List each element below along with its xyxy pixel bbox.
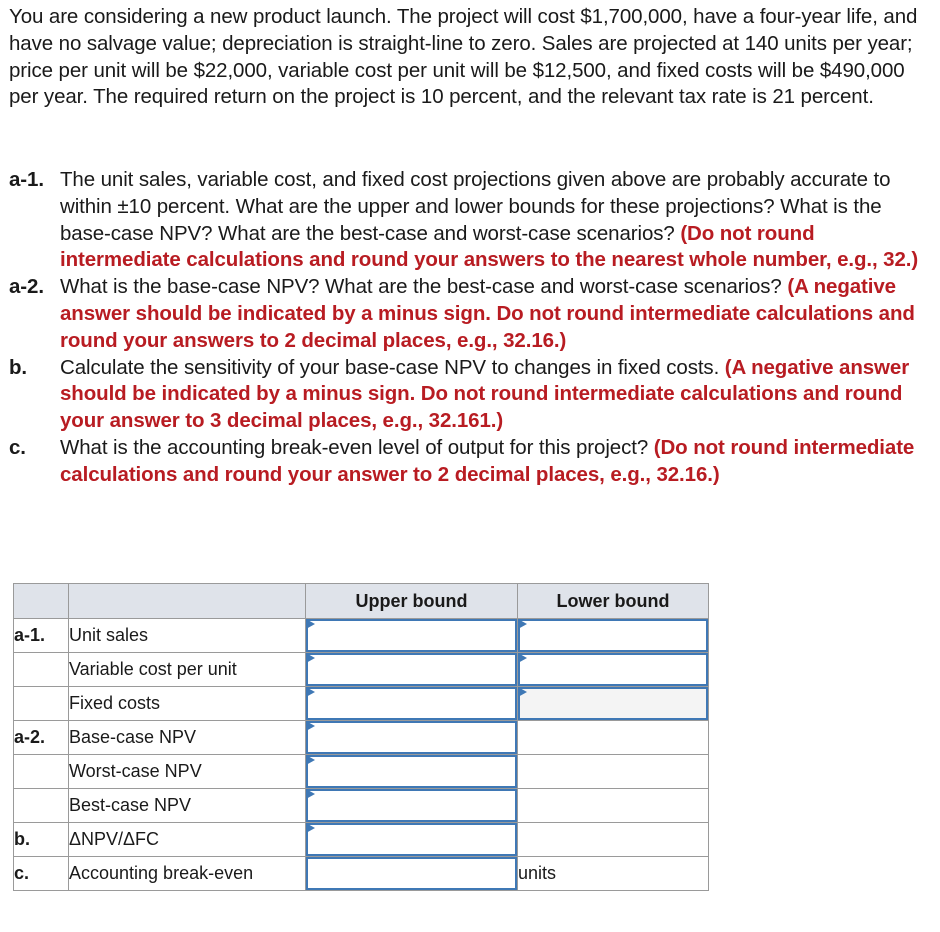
row-label: Unit sales [69,619,306,653]
question-note: (Do not round intermediate calculations and round your answer to 2 decimal places, e.g., 32.16.) [60,435,915,486]
question-list [9,167,934,489]
fixed-costs-lower-input[interactable] [518,687,709,721]
question-c [9,435,934,489]
question-note: (Do not round intermediate calculations and round your answers to the nearest whole number, e.g., 32.) [60,221,919,272]
empty-cell [518,823,709,857]
input-marker-icon [306,687,315,697]
variable-cost-lower-input[interactable] [518,653,709,687]
question-text: What is the base-case NPV? What are the best-case and worst-case scenarios? (A negative answer should be indicated by a minus sign. Do not round intermediate calculations and round your answers to 2 decimal places, e.g., 32.16.) [60,275,915,352]
answer-table [13,583,709,891]
header-lower-bound: Lower bound [518,584,709,619]
row-section: a-2. [14,721,69,755]
npv-sensitivity-input[interactable] [306,823,518,857]
table-header-row [14,584,709,619]
row-section [14,653,69,687]
question-label: a-1. [9,168,44,191]
input-marker-icon [518,619,527,629]
table-row [14,653,709,687]
table-row [14,687,709,721]
header-blank [69,584,306,619]
base-case-npv-input[interactable] [306,721,518,755]
best-case-npv-input[interactable] [306,789,518,823]
question-text: Calculate the sensitivity of your base-case NPV to changes in fixed costs. (A negative answer should be indicated by a minus sign. Do not round intermediate calculations and round your answer to 3 decimal places, e.g., 32.161.) [60,355,910,433]
table-row [14,755,709,789]
unit-sales-upper-input[interactable] [306,619,518,653]
question-note: (A negative answer should be indicated by a minus sign. Do not round intermediate calculations and round your answer to 3 decimal places, e.g., 32.161.) [60,355,910,433]
table-row [14,857,709,891]
accounting-break-even-input[interactable] [306,857,518,891]
empty-cell [518,755,709,789]
input-marker-icon [306,823,315,833]
variable-cost-upper-input[interactable] [306,653,518,687]
problem-statement: You are considering a new product launch. The project will cost $1,700,000, have a four-year life, and have no salvage value; depreciation is straight-line to zero. Sales are projected at 140 units per year; price per unit will be $22,000, variable cost per unit will be $12,500, and fixed costs will be $490,000 per year. The required return on the project is 10 percent, and the relevant tax rate is 21 percent. [9,5,918,109]
table-row [14,789,709,823]
worst-case-npv-input[interactable] [306,755,518,789]
input-marker-icon [518,653,527,663]
input-marker-icon [306,721,315,731]
empty-cell [518,789,709,823]
question-a1 [9,167,934,274]
table-row [14,619,709,653]
unit-sales-lower-input[interactable] [518,619,709,653]
question-a2 [9,274,934,354]
table-row [14,721,709,755]
units-label: units [518,857,709,891]
input-marker-icon [518,687,527,697]
header-upper-bound: Upper bound [306,584,518,619]
row-label: Worst-case NPV [69,755,306,789]
question-label: a-2. [9,275,44,299]
question-text: The unit sales, variable cost, and fixed cost projections given above are probably accurate to within ±10 percent. What are the upper and lower bounds for these projections? What is the base-case NPV? What are the best-case and worst-case scenarios? (Do not round intermediate calculations and round your answers to the nearest whole number, e.g., 32.) [60,168,919,272]
row-label: Accounting break-even [69,857,306,891]
row-label: Best-case NPV [69,789,306,823]
table-row [14,823,709,857]
input-marker-icon [306,755,315,765]
question-note: (A negative answer should be indicated by a minus sign. Do not round intermediate calculations and round your answers to 2 decimal places, e.g., 32.16.) [60,275,915,352]
input-marker-icon [306,619,315,629]
input-marker-icon [306,789,315,799]
row-label: Fixed costs [69,687,306,721]
question-label: c. [9,435,26,459]
row-section: a-1. [14,619,69,653]
row-section [14,755,69,789]
question-label: b. [9,355,28,379]
header-blank [14,584,69,619]
fixed-costs-upper-input[interactable] [306,687,518,721]
question-b [9,355,934,435]
row-section: b. [14,823,69,857]
question-text: What is the accounting break-even level of output for this project? (Do not round intermediate calculations and round your answer to 2 decimal places, e.g., 32.16.) [60,435,915,486]
row-label: ΔNPV/ΔFC [69,823,306,857]
row-label: Base-case NPV [69,721,306,755]
input-marker-icon [306,653,315,663]
row-section [14,789,69,823]
row-section [14,687,69,721]
row-label: Variable cost per unit [69,653,306,687]
row-section: c. [14,857,69,891]
empty-cell [518,721,709,755]
